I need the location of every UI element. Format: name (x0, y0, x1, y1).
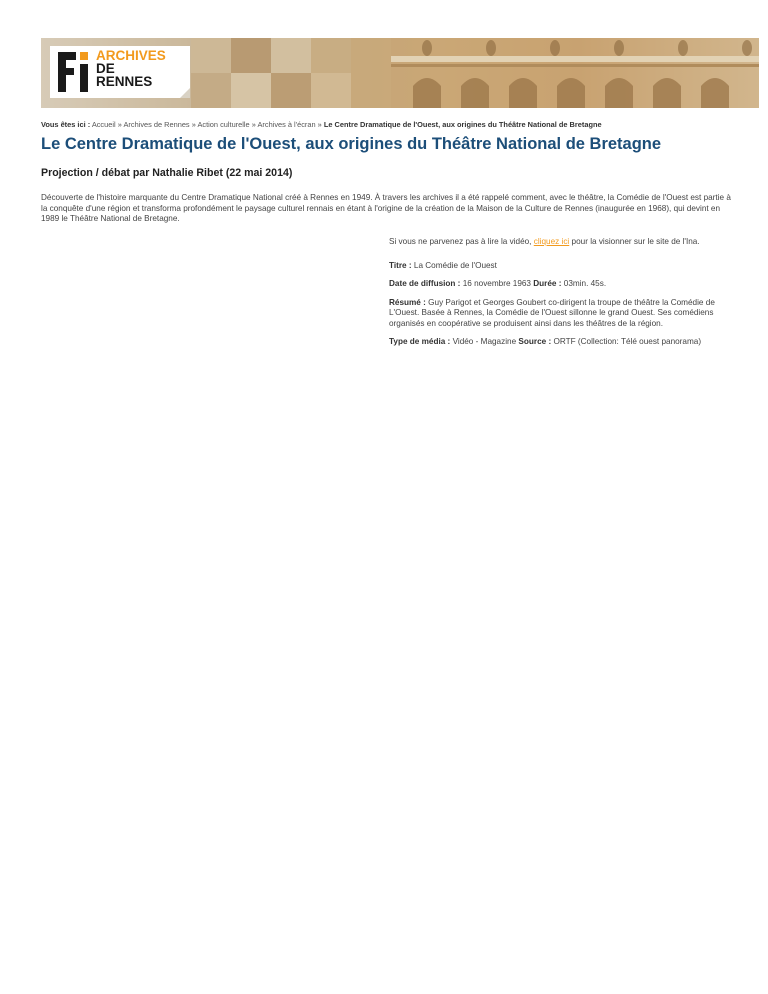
page-title: Le Centre Dramatique de l'Ouest, aux origines du Théâtre National de Bretagne (41, 135, 662, 153)
logo-line-rennes: RENNES (96, 74, 153, 89)
archives-rennes-logo-icon (58, 52, 92, 92)
video-info-panel (389, 237, 734, 348)
resume-value: Guy Parigot et Georges Goubert co-dirigent la troupe de théâtre la Comédie de L'Ouest. Basée à Rennes, la Comédie de l'Ouest sillonne le grand Ouest. Ses comédiens organisés en coopérative se produisent ainsi dans les théâtres de la région. (389, 297, 715, 328)
banner-mosaic-image (191, 38, 759, 108)
titre-value: La Comédie de l'Ouest (413, 260, 497, 270)
logo-text (96, 49, 166, 88)
breadcrumb-item-accueil[interactable]: Accueil (91, 120, 116, 129)
duree-value: 03min. 45s. (563, 279, 607, 288)
intro-paragraph: Découverte de l'histoire marquante du Centre Dramatique National créé à Rennes en 1949. À travers les archives il a été rappelé comment, avec le théâtre, la Comédie de l'Ouest est partie à la conquête d'une région et transforma profondément le paysage culturel rennais en étant à l'origine de la création de la Maison de la Culture de Rennes (inaugurée en 1968), qui devint en 1989 le Théâtre National de Bretagne. (41, 193, 731, 223)
breadcrumb-prefix: Vous êtes ici : (41, 120, 91, 129)
video-resume-row (389, 298, 734, 330)
type-value: Vidéo - Magazine (452, 337, 517, 346)
site-logo[interactable] (50, 46, 190, 98)
breadcrumb-current: Le Centre Dramatique de l'Ouest, aux origines du Théâtre National de Bretagne (323, 120, 602, 129)
video-type-row (389, 337, 734, 348)
logo-page-fold (180, 88, 190, 98)
video-notice-before: Si vous ne parvenez pas à lire la vidéo, (389, 237, 532, 246)
titre-label: Titre : (389, 260, 412, 270)
video-notice-after: pour la visionner sur le site de l'Ina. (571, 237, 700, 246)
breadcrumb-separator: » (117, 120, 122, 129)
breadcrumb-separator: » (251, 120, 256, 129)
video-date-row (389, 279, 734, 290)
breadcrumb-separator: » (191, 120, 196, 129)
breadcrumb-item-archives-a-l-ecran[interactable]: Archives à l'écran (257, 120, 316, 129)
header-banner (41, 38, 759, 108)
date-value: 16 novembre 1963 (462, 279, 531, 288)
source-value: ORTF (Collection: Télé ouest panorama) (553, 337, 702, 346)
source-label: Source : (518, 337, 552, 346)
breadcrumb (41, 120, 761, 129)
date-label: Date de diffusion : (389, 279, 461, 288)
page-subtitle: Projection / débat par Nathalie Ribet (22 mai 2014) (41, 167, 293, 179)
video-notice (389, 237, 734, 248)
ina-link[interactable]: cliquez ici (533, 237, 570, 246)
duree-label: Durée : (533, 279, 562, 288)
video-title-row (389, 261, 734, 272)
resume-label: Résumé : (389, 297, 426, 307)
breadcrumb-item-archives-de-rennes[interactable]: Archives de Rennes (123, 120, 190, 129)
logo-line-archives: ARCHIVES (96, 48, 166, 63)
type-label: Type de média : (389, 337, 451, 346)
logo-line-de: DE (96, 61, 115, 76)
breadcrumb-item-action-culturelle[interactable]: Action culturelle (197, 120, 250, 129)
breadcrumb-separator: » (317, 120, 322, 129)
